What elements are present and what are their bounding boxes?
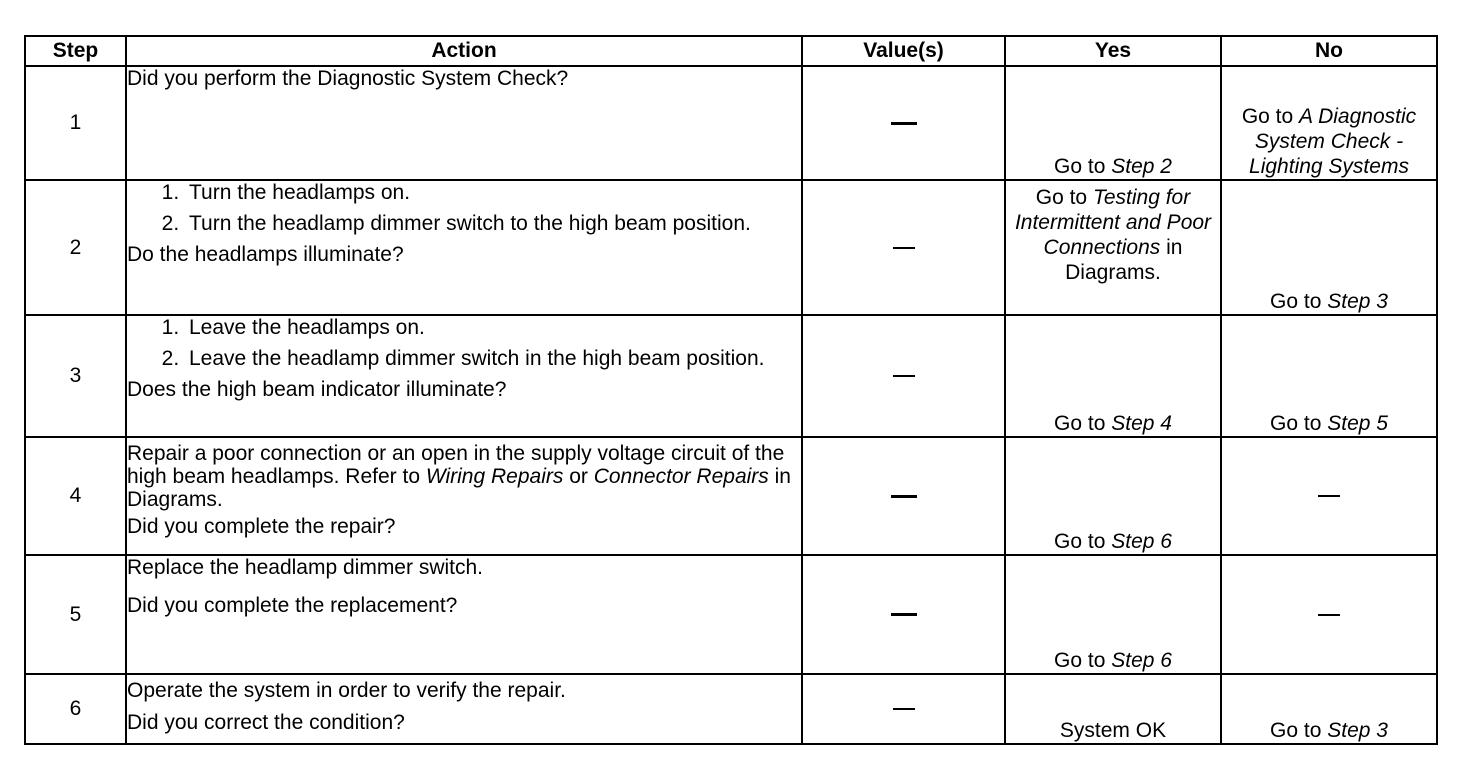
action-steps <box>127 316 801 370</box>
action-step-item: 1. Turn the headlamps on. <box>185 181 801 205</box>
action-cell <box>126 315 802 437</box>
action-instruction: Replace the headlamp dimmer switch. <box>127 556 483 579</box>
header-row <box>25 36 1437 66</box>
table-row <box>25 674 1437 744</box>
no-cell: Go to Step 3 <box>1221 180 1437 315</box>
action-question: Did you complete the repair? <box>127 515 396 538</box>
yes-link[interactable]: Step 6 <box>1111 530 1172 553</box>
action-cell <box>126 66 802 180</box>
step-number: 4 <box>25 437 126 555</box>
yes-link[interactable]: Step 6 <box>1111 649 1172 672</box>
header-yes: Yes <box>1005 36 1221 66</box>
action-steps <box>127 181 801 235</box>
yes-cell: System OK <box>1005 674 1221 744</box>
action-question: Did you perform the Diagnostic System Check? <box>127 67 569 90</box>
action-step-item: 1. Leave the headlamps on. <box>185 316 801 340</box>
value-cell <box>802 180 1005 315</box>
value-dash <box>891 495 917 498</box>
header-values: Value(s) <box>802 36 1005 66</box>
yes-link[interactable]: Step 4 <box>1111 412 1172 435</box>
value-dash <box>893 375 915 377</box>
action-question: Did you complete the replacement? <box>127 594 458 617</box>
header-no: No <box>1221 36 1437 66</box>
action-instruction: Repair a poor connection or an open in the supply voltage circuit of the high beam headlamps. Refer to Wiring Repairs or Connector Repairs in Diagrams. <box>127 442 791 511</box>
action-cell <box>126 555 802 674</box>
step-number: 6 <box>25 674 126 744</box>
value-cell <box>802 437 1005 555</box>
diagnostic-table <box>24 35 1438 745</box>
yes-cell: Go to Step 6 <box>1005 555 1221 674</box>
no-cell <box>1221 555 1437 674</box>
value-dash <box>893 708 915 710</box>
no-link[interactable]: Step 3 <box>1327 290 1388 313</box>
value-cell <box>802 66 1005 180</box>
no-cell: Go to Step 3 <box>1221 674 1437 744</box>
no-link[interactable]: A Diagnostic System Check - Lighting Systems <box>1249 105 1417 178</box>
step-number: 3 <box>25 315 126 437</box>
no-dash <box>1318 614 1340 616</box>
header-action: Action <box>126 36 802 66</box>
value-cell <box>802 674 1005 744</box>
step-number: 5 <box>25 555 126 674</box>
yes-link[interactable]: Testing for Intermittent and Poor Connections <box>1014 186 1212 259</box>
wiring-repairs-link[interactable]: Wiring Repairs <box>425 465 564 488</box>
table-row <box>25 180 1437 315</box>
table-row <box>25 437 1437 555</box>
action-question: Did you correct the condition? <box>127 711 405 734</box>
yes-link[interactable]: Step 2 <box>1111 155 1172 178</box>
table-row <box>25 315 1437 437</box>
action-question: Does the high beam indicator illuminate? <box>127 378 507 401</box>
table-row <box>25 66 1437 180</box>
no-cell: Go to Step 5 <box>1221 315 1437 437</box>
action-step-item: 2. Turn the headlamp dimmer switch to the high beam position. <box>185 213 801 235</box>
value-cell <box>802 555 1005 674</box>
action-question: Do the headlamps illuminate? <box>127 243 404 266</box>
yes-cell: Go to Step 6 <box>1005 437 1221 555</box>
value-dash <box>893 247 915 249</box>
no-cell: Go to A Diagnostic System Check - Lighting Systems <box>1221 66 1437 180</box>
step-number: 1 <box>25 66 126 180</box>
step-number: 2 <box>25 180 126 315</box>
action-instruction: Operate the system in order to verify the repair. <box>127 679 566 702</box>
connector-repairs-link[interactable]: Connector Repairs <box>593 465 769 488</box>
action-step-item: 2. Leave the headlamp dimmer switch in the high beam position. <box>185 348 801 370</box>
no-link[interactable]: Step 5 <box>1327 412 1388 435</box>
value-dash <box>891 122 917 125</box>
yes-cell: Go to Step 2 <box>1005 66 1221 180</box>
no-dash <box>1318 495 1340 497</box>
value-cell <box>802 315 1005 437</box>
yes-cell: Go to Step 4 <box>1005 315 1221 437</box>
action-cell <box>126 674 802 744</box>
no-link[interactable]: Step 3 <box>1327 719 1388 742</box>
action-cell <box>126 437 802 555</box>
no-cell <box>1221 437 1437 555</box>
table-row <box>25 555 1437 674</box>
action-cell <box>126 180 802 315</box>
yes-cell: Go to Testing for Intermittent and Poor Connections in Diagrams. <box>1005 180 1221 315</box>
value-dash <box>891 613 917 616</box>
header-step: Step <box>25 36 126 66</box>
